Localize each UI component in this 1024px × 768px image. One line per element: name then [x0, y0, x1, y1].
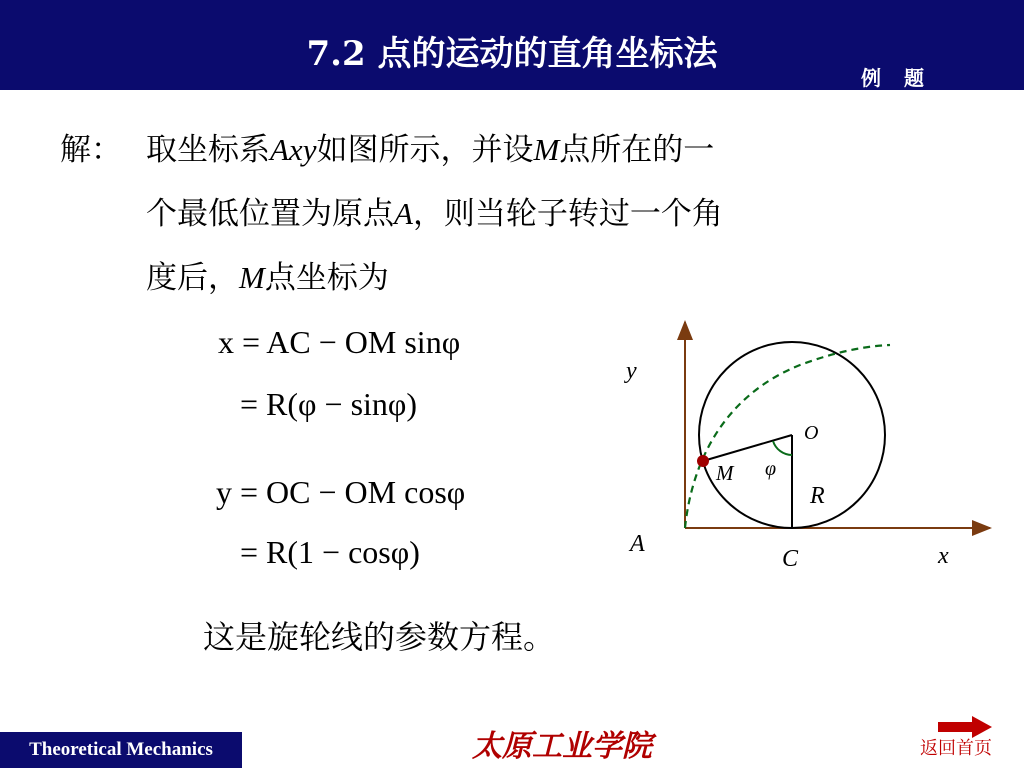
course-badge: Theoretical Mechanics: [0, 732, 242, 768]
center-label: O: [804, 422, 819, 444]
conclusion-text: 这是旋轮线的参数方程。: [203, 618, 556, 656]
solution-line-1: [60, 118, 920, 182]
y-axis-label: y: [626, 358, 637, 384]
radius-om: [703, 435, 792, 461]
text-segment: 度后，: [146, 260, 239, 296]
math-var: M: [239, 260, 265, 295]
text-segment: 个最低位置为原点: [146, 196, 394, 232]
formula-x-line2: = R(φ − sinφ): [240, 386, 418, 422]
angle-arc: [773, 441, 792, 455]
text-segment: 点坐标为: [264, 260, 389, 296]
math-var: A: [394, 196, 413, 231]
formula-y-line1: y = OC − OM cosφ: [216, 474, 466, 510]
point-m: [697, 455, 709, 467]
solution-line-3: [60, 246, 920, 310]
solution-label: 解：: [60, 132, 122, 168]
x-axis-label: x: [938, 543, 949, 569]
logo-text: 太原工业学院: [472, 729, 652, 764]
text-segment: 取坐标系: [146, 132, 270, 168]
math-var: Axy: [270, 132, 317, 167]
page-title: 7.2 点的运动的直角坐标法: [306, 34, 718, 74]
origin-label: A: [630, 531, 645, 557]
formula-x-line1: x = AC − OM sinφ: [218, 324, 461, 360]
header-bar: [0, 0, 1024, 90]
text-segment: 点所在的一: [559, 132, 715, 168]
formula-y-line2: = R(1 − cosφ): [240, 534, 420, 570]
home-link[interactable]: 返回首页: [920, 738, 992, 759]
page-subtitle: 例 题: [861, 66, 932, 90]
contact-label: C: [782, 546, 799, 572]
point-m-label: M: [716, 461, 734, 485]
solution-text: [60, 118, 920, 310]
solution-line-2: [60, 182, 920, 246]
math-var: M: [533, 132, 560, 167]
text-segment: 如图所示，并设: [316, 132, 534, 168]
cycloid-diagram: [600, 310, 1020, 610]
university-logo: [472, 724, 662, 764]
radius-label: R: [810, 483, 825, 509]
angle-label: φ: [765, 458, 777, 480]
text-segment: ，则当轮子转过一个角: [412, 196, 723, 232]
